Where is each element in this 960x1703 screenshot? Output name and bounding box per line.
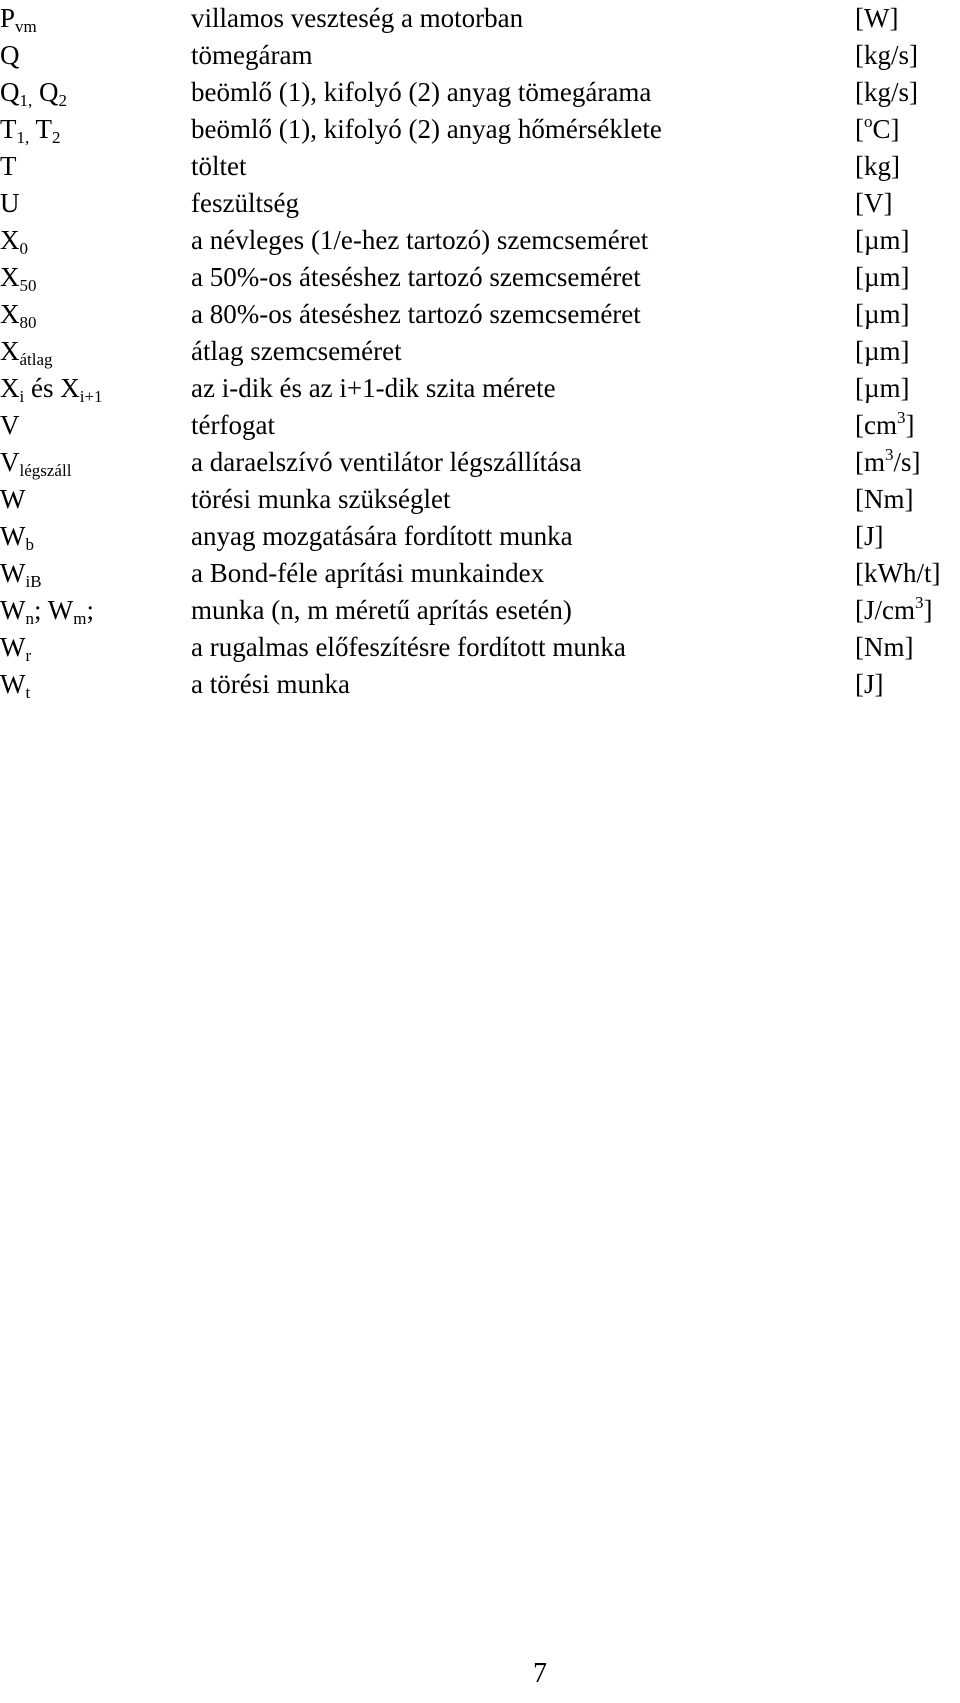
symbol-description: a névleges (1/e-hez tartozó) szemcseméret	[191, 225, 649, 255]
symbol-row	[0, 37, 960, 74]
symbol-row	[0, 296, 960, 333]
symbol-subscript: i	[19, 387, 25, 406]
symbol-row	[0, 333, 960, 370]
unit-text: [kg/s]	[855, 40, 918, 70]
symbol-row	[0, 518, 960, 555]
symbol-subscript: 2	[58, 91, 67, 110]
symbol-unit	[855, 74, 918, 111]
symbol-unit	[855, 37, 918, 74]
symbol-unit	[855, 296, 910, 333]
unit-text: [kWh/t]	[855, 558, 941, 588]
symbol-subscript: vm	[15, 17, 37, 36]
symbol-unit	[855, 407, 914, 447]
symbol-row	[0, 592, 960, 629]
symbol-row	[0, 148, 960, 185]
symbol-unit	[855, 666, 884, 703]
symbol	[0, 629, 31, 669]
unit-text: [J]	[855, 521, 884, 551]
symbol-base: W	[0, 558, 26, 588]
unit-text: [µm]	[855, 336, 910, 366]
symbol-row	[0, 629, 960, 666]
unit-text: [kg/s]	[855, 77, 918, 107]
symbol	[0, 185, 20, 222]
symbol-unit	[855, 222, 910, 259]
symbol-row	[0, 444, 960, 481]
symbol-row	[0, 370, 960, 407]
unit-text: [µm]	[855, 225, 910, 255]
symbol-base: W	[0, 669, 26, 699]
symbol-subscript: 80	[19, 313, 37, 332]
symbol-unit	[855, 555, 940, 592]
symbol-base: V	[0, 447, 20, 477]
symbol-description: a 80%-os áteséshez tartozó szemcseméret	[191, 299, 641, 329]
unit-text: [µm]	[855, 299, 910, 329]
unit-text: [J]	[855, 669, 884, 699]
symbol-base: W	[0, 595, 26, 625]
symbol	[0, 333, 53, 373]
symbol-base: X	[0, 299, 20, 329]
unit-text: [µm]	[855, 373, 910, 403]
symbol-base: X	[0, 336, 20, 366]
unit-superscript: 3	[885, 445, 894, 464]
symbol-row	[0, 555, 960, 592]
symbol-unit	[855, 592, 933, 632]
symbol-description: munka (n, m méretű aprítás esetén)	[191, 595, 572, 625]
symbol-unit	[855, 185, 892, 222]
symbol	[0, 407, 20, 444]
symbol-description: tömegáram	[191, 40, 313, 70]
symbol-unit	[855, 148, 900, 185]
symbol-description: beömlő (1), kifolyó (2) anyag tömegárama	[191, 77, 652, 107]
unit-text: [m	[855, 447, 885, 477]
unit-text: [Nm]	[855, 632, 914, 662]
symbol-row	[0, 666, 960, 703]
symbol-list	[0, 0, 960, 703]
unit-superscript: o	[864, 112, 873, 131]
symbol-subscript: iB	[25, 572, 42, 591]
symbol-unit	[855, 629, 913, 666]
symbol-base: Q	[0, 77, 20, 107]
symbol	[0, 0, 37, 40]
symbol-description: az i-dik és az i+1-dik szita mérete	[191, 373, 556, 403]
symbol-unit	[855, 333, 910, 370]
symbol-description: a rugalmas előfeszítésre fordított munka	[191, 632, 626, 662]
symbol	[0, 111, 61, 151]
symbol-base: Q	[0, 40, 20, 70]
symbol-description: térfogat	[191, 410, 275, 440]
symbol	[0, 74, 67, 114]
page-number: 7	[533, 1658, 547, 1689]
symbol-base: T	[29, 114, 53, 144]
symbol	[0, 370, 103, 410]
symbol-subscript: i+1	[79, 387, 103, 406]
symbol-base: W	[0, 521, 26, 551]
symbol-base: W	[0, 484, 26, 514]
unit-text: [W]	[855, 3, 899, 33]
symbol-description: a daraelszívó ventilátor légszállítása	[191, 447, 582, 477]
symbol-base: X	[0, 225, 20, 255]
symbol	[0, 444, 71, 484]
symbol-row	[0, 222, 960, 259]
symbol-base: ; W	[33, 595, 74, 625]
symbol-row	[0, 74, 960, 111]
unit-superscript: 3	[896, 408, 906, 427]
symbol	[0, 481, 25, 518]
symbol-subscript: 50	[19, 276, 37, 295]
symbol-base: T	[0, 151, 17, 181]
symbol	[0, 666, 30, 706]
symbol-subscript: 1,	[19, 91, 33, 110]
symbol-base: P	[0, 3, 16, 33]
unit-text: [kg]	[855, 151, 900, 181]
unit-text: ]	[905, 410, 915, 440]
symbol-row	[0, 0, 960, 37]
symbol-subscript: r	[25, 646, 32, 665]
symbol-unit	[855, 481, 913, 518]
symbol-description: beömlő (1), kifolyó (2) anyag hőmérséklete	[191, 114, 662, 144]
unit-text: [µm]	[855, 262, 910, 292]
symbol-subscript: t	[25, 683, 31, 702]
symbol	[0, 555, 42, 595]
unit-text: [	[855, 114, 864, 144]
symbol-description: feszültség	[191, 188, 299, 218]
symbol-base: X	[0, 262, 20, 292]
unit-text: [cm	[855, 410, 897, 440]
symbol-description: anyag mozgatására fordított munka	[191, 521, 573, 551]
symbol-description: a Bond-féle aprítási munkaindex	[191, 558, 545, 588]
symbol-unit	[855, 370, 910, 407]
symbol-base: és X	[24, 373, 80, 403]
symbol	[0, 296, 37, 336]
symbol-subscript: b	[25, 535, 34, 554]
unit-text: [Nm]	[855, 484, 914, 514]
unit-text: [J/cm	[855, 595, 915, 625]
unit-text: /s]	[893, 447, 921, 477]
unit-text: C]	[872, 114, 900, 144]
symbol	[0, 148, 17, 185]
symbol-base: U	[0, 188, 20, 218]
symbol-unit	[855, 111, 900, 151]
symbol	[0, 222, 28, 262]
symbol-base: W	[0, 632, 26, 662]
symbol-row	[0, 185, 960, 222]
symbol-subscript: átlag	[19, 350, 53, 369]
unit-superscript: 3	[915, 593, 924, 612]
symbol-row	[0, 259, 960, 296]
symbol-row	[0, 481, 960, 518]
symbol	[0, 37, 20, 74]
symbol-unit	[855, 518, 884, 555]
symbol	[0, 592, 94, 632]
unit-text: ]	[923, 595, 933, 625]
symbol-base: X	[0, 373, 20, 403]
symbol-unit	[855, 259, 910, 296]
symbol-base: Q	[32, 77, 59, 107]
symbol-subscript: n	[25, 609, 34, 628]
symbol-unit	[855, 0, 898, 37]
symbol-subscript: m	[73, 609, 87, 628]
symbol-base: V	[0, 410, 20, 440]
symbol-row	[0, 111, 960, 148]
symbol-subscript: 0	[19, 239, 28, 258]
symbol-subscript: 2	[52, 128, 61, 147]
symbol-base: T	[0, 114, 17, 144]
symbol-row	[0, 407, 960, 444]
symbol-description: a 50%-os áteséshez tartozó szemcseméret	[191, 262, 641, 292]
symbol-description: a törési munka	[191, 669, 350, 699]
symbol-description: villamos veszteség a motorban	[191, 3, 524, 33]
symbol	[0, 259, 37, 299]
symbol-unit	[855, 444, 921, 484]
symbol-suffix: ;	[86, 595, 94, 625]
unit-text: [V]	[855, 188, 893, 218]
symbol-description: átlag szemcseméret	[191, 336, 402, 366]
symbol-subscript: légszáll	[19, 461, 72, 480]
symbol-subscript: 1,	[16, 128, 30, 147]
symbol	[0, 518, 34, 558]
symbol-description: törési munka szükséglet	[191, 484, 451, 514]
symbol-description: töltet	[191, 151, 247, 181]
